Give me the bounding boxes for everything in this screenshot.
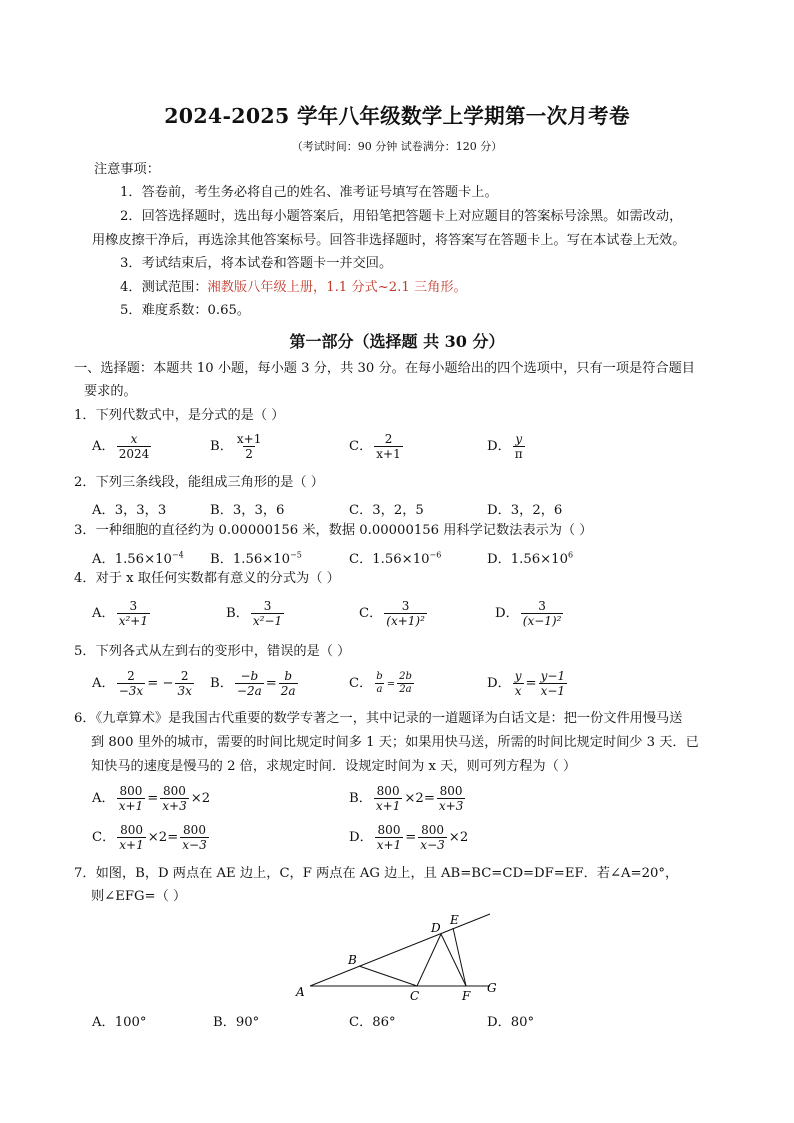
q6-line-1: 6．《九章算术》是我国古代重要的数学专著之一，其中记录的一道题译为白话文是：把一份文件用慢马送 (74, 711, 683, 726)
q6-line-3: 知快马的速度是慢马的 2 倍，求规定时间．设规定时间为 x 天，则可列方程为（ ） (91, 759, 577, 774)
segment-ef (453, 928, 466, 986)
notes-heading: 注意事项： (94, 162, 160, 177)
note-2a: 2．回答选择题时，选出每小题答案后，用铅笔把答题卡上对应题目的答案标号涂黑。如需改动， (120, 209, 683, 224)
q1-option-d: D． $\frac{y}{\pi}$ (487, 432, 523, 461)
q1-option-b: B． $\frac{x+1}{2}$ (210, 432, 262, 461)
q5-option-c: C． $\frac{b}{a}$ = $\frac{2b}{2a}$ (349, 671, 412, 695)
note-4: 4．测试范围：湘教版八年级上册，1.1 分式~2.1 三角形。 (120, 280, 467, 295)
q7-option-c: C．86° (349, 1015, 396, 1030)
exam-subtitle: （考试时间：90 分钟 试卷满分：120 分） (291, 140, 503, 153)
ray-ae (310, 914, 490, 986)
q4-option-a: A． $\frac{3}{\text{x²+1}}$ (92, 599, 148, 628)
q6-option-c: C． $\frac{800}{x+1}$ ×2= $\frac{800}{x-3}$ (92, 823, 207, 852)
label-a: A (296, 985, 305, 999)
q4-option-c: C． $\frac{3}{\text{(x+1)²}}$ (359, 599, 425, 628)
q4-option-b: B． $\frac{3}{\text{x²−1}}$ (226, 599, 283, 628)
q3-option-c: C．$1.56\times 10^{-6}$ (349, 550, 442, 567)
q2-option-c: C．3，2，5 (349, 503, 424, 518)
segment-df (441, 934, 466, 986)
q2-option-b: B．3，3，6 (210, 503, 285, 518)
q4-stem: 4．对于 x 取任何实数都有意义的分式为（ ） (74, 571, 340, 586)
label-f: F (462, 989, 471, 1003)
instruction-a: 一、选择题：本题共 10 小题，每小题 3 分，共 30 分。在每小题给出的四个选项中，只有一项是符合题目 (74, 361, 695, 376)
q3-stem: 3．一种细胞的直径约为 0.00000156 米，数据 0.00000156 用科学记数法表示为（ ） (74, 523, 593, 538)
q7-option-d: D．80° (487, 1015, 535, 1030)
label-e: E (450, 913, 459, 927)
q2-option-d: D．3，2，6 (487, 503, 563, 518)
note-2b: 用橡皮擦干净后，再选涂其他答案标号。回答非选择题时，将答案写在答题卡上。写在本试卷上无效。 (92, 233, 686, 248)
q5-option-b: B． $\frac{-b}{-2a}$ = $\frac{b}{2a}$ (210, 669, 296, 698)
q7-line-1: 7．如图，B，D 两点在 AE 边上，C，F 两点在 AG 边上，且 AB=BC=CD=DF=EF．若∠A=20°， (74, 866, 679, 881)
q6-option-d: D． $\frac{800}{x+1}$ = $\frac{800}{x-3}$ ×2 (349, 823, 469, 852)
instruction-b: 要求的。 (84, 384, 137, 399)
label-g: G (487, 981, 497, 995)
q7-option-b: B．90° (213, 1015, 260, 1030)
segment-bc (359, 966, 417, 986)
q2-stem: 2．下列三条线段，能组成三角形的是（ ） (74, 475, 324, 490)
note-3: 3．考试结束后，将本试卷和答题卡一并交回。 (120, 256, 393, 271)
q1-stem: 1．下列代数式中，是分式的是（ ） (74, 408, 285, 423)
q4-option-d: D． $\frac{3}{\text{(x−1)²}}$ (495, 599, 562, 628)
q7-line-2: 则∠EFG=（ ） (91, 889, 187, 904)
exam-title: 2024-2025 学年八年级数学上学期第一次月考卷 (164, 104, 630, 128)
note-5: 5．难度系数：0.65。 (120, 303, 251, 318)
q2-option-a: A．3，3，3 (92, 503, 167, 518)
q5-stem: 5．下列各式从左到右的变形中，错误的是（ ） (74, 644, 351, 659)
q6-option-a: A． $\frac{800}{x+1}$ = $\frac{800}{x+3}$ ×2 (92, 784, 211, 813)
q3-option-d: D．$1.56\times 10^6$ (487, 550, 574, 567)
section-title: 第一部分（选择题 共 30 分） (289, 332, 505, 351)
q6-line-2: 到 800 里外的城市，需要的时间比规定时间多 1 天；如果用快马送，所需的时间比规定时间少 3 天．已 (91, 735, 699, 750)
q5-option-d: D． $\frac{y}{x}$ = $\frac{y-1}{x-1}$ (487, 669, 566, 698)
q1-option-c: C． $\frac{2}{x+1}$ (349, 432, 401, 461)
q3-option-b: B．$1.56\times 10^{-5}$ (210, 550, 302, 567)
q3-option-a: A．$1.56\times 10^{-4}$ (92, 550, 184, 567)
q5-option-a: A． $\frac{2}{-3x}$ = − $\frac{2}{3x}$ (92, 669, 192, 698)
q1-option-a: A． $\frac{x}{2024}$ (92, 432, 150, 461)
label-c: C (410, 989, 420, 1003)
note-1: 1．答卷前，考生务必将自己的姓名、准考证号填写在答题卡上。 (120, 185, 498, 200)
q7-geometry-figure (290, 908, 510, 1008)
q7-option-a: A．100° (92, 1015, 147, 1030)
q6-option-b: B． $\frac{800}{x+1}$ ×2= $\frac{800}{x+3}$ (349, 784, 464, 813)
label-b: B (348, 953, 357, 967)
label-d: D (431, 921, 441, 935)
